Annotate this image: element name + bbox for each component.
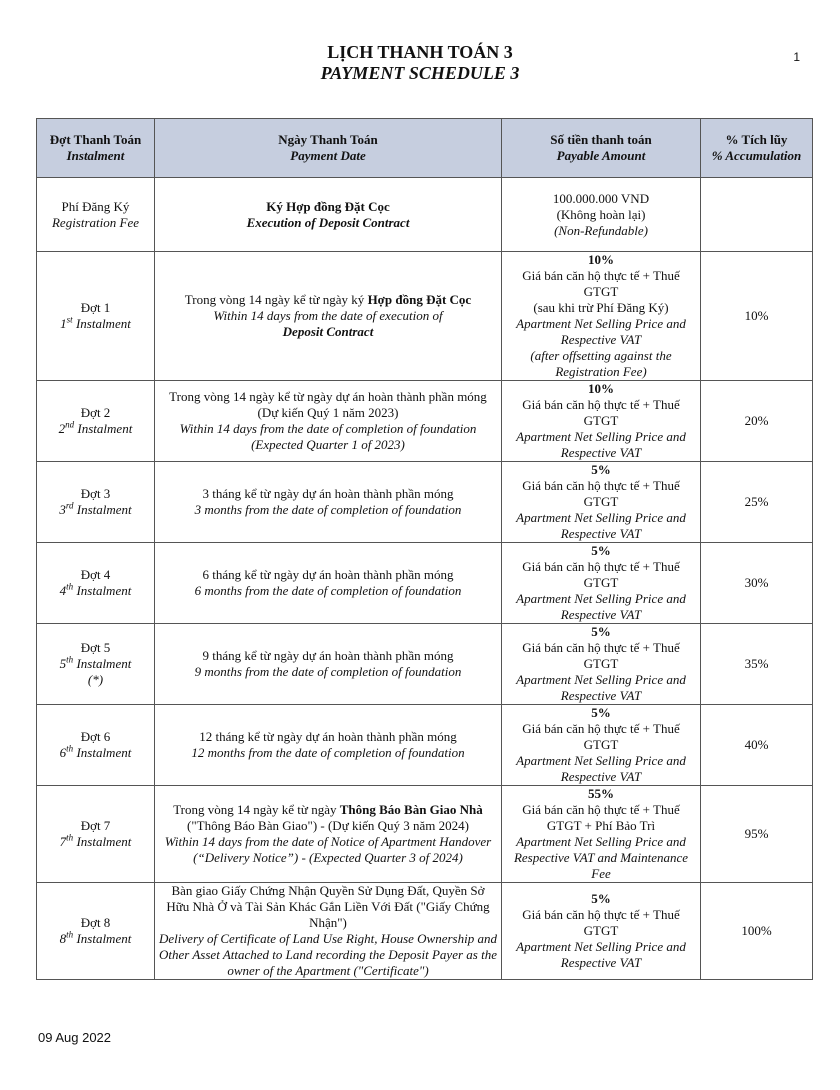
accumulation-cell: 30% — [701, 543, 813, 624]
amount-cell: 5% Giá bán căn hộ thực tế + Thuế GTGT Apartment Net Selling Price and Respective VAT — [502, 462, 701, 543]
payment-date-cell: 12 tháng kể từ ngày dự án hoàn thành phần móng 12 months from the date of completion of foundation — [155, 705, 502, 786]
table-row — [37, 381, 813, 462]
payment-date-cell: Ký Hợp đồng Đặt Cọc Execution of Deposit Contract — [155, 178, 502, 252]
amount-cell: 55% Giá bán căn hộ thực tế + Thuế GTGT + Phí Bảo Trì Apartment Net Selling Price and Respective VAT and Maintenance Fee — [502, 786, 701, 883]
payment-date-cell: Bàn giao Giấy Chứng Nhận Quyền Sử Dụng Đất, Quyền Sở Hữu Nhà Ở và Tài Sản Khác Gắn Liền Với Đất ("Giấy Chứng Nhận") Delivery of Certificate of Land Use Right, House Ownership and Other Asset Attached to Land recording the Deposit Payer as the owner of the Apartment ("Certificate") — [155, 883, 502, 980]
amount-cell: 5% Giá bán căn hộ thực tế + Thuế GTGT Apartment Net Selling Price and Respective VAT — [502, 543, 701, 624]
instalment-cell: Đợt 7 7th Instalment — [37, 786, 155, 883]
table-row — [37, 786, 813, 883]
table-header-row — [37, 119, 813, 178]
instalment-cell: Đợt 3 3rd Instalment — [37, 462, 155, 543]
table-row — [37, 178, 813, 252]
accumulation-cell — [701, 178, 813, 252]
payment-date-cell: Trong vòng 14 ngày kể từ ngày ký Hợp đồng Đặt Cọc Within 14 days from the date of execution of Deposit Contract — [155, 252, 502, 381]
title-vi: LỊCH THANH TOÁN 3 — [327, 42, 513, 62]
amount-cell: 100.000.000 VND (Không hoàn lại) (Non-Refundable) — [502, 178, 701, 252]
table-row — [37, 462, 813, 543]
table-row — [37, 252, 813, 381]
payment-date-cell: Trong vòng 14 ngày kể từ ngày dự án hoàn thành phần móng (Dự kiến Quý 1 năm 2023) Within 14 days from the date of completion of foundation (Expected Quarter 1 of 2023) — [155, 381, 502, 462]
instalment-cell: Đợt 1 1st Instalment — [37, 252, 155, 381]
amount-cell: 10% Giá bán căn hộ thực tế + Thuế GTGT (sau khi trừ Phí Đăng Ký) Apartment Net Selling Price and Respective VAT (after offsetting against the Registration Fee) — [502, 252, 701, 381]
payment-date-cell: Trong vòng 14 ngày kể từ ngày Thông Báo Bàn Giao Nhà ("Thông Báo Bàn Giao") - (Dự kiến Quý 3 năm 2024) Within 14 days from the date of Notice of Apartment Handover (“Delivery Notice”) - (Expected Quarter 3 of 2024) — [155, 786, 502, 883]
accumulation-cell: 25% — [701, 462, 813, 543]
accumulation-cell: 40% — [701, 705, 813, 786]
table-row — [37, 883, 813, 980]
instalment-cell: Phí Đăng Ký Registration Fee — [37, 178, 155, 252]
amount-cell: 10% Giá bán căn hộ thực tế + Thuế GTGT Apartment Net Selling Price and Respective VAT — [502, 381, 701, 462]
table-row — [37, 624, 813, 705]
table-row — [37, 705, 813, 786]
accumulation-cell: 35% — [701, 624, 813, 705]
page-title — [0, 42, 840, 84]
header-instalment: Đợt Thanh Toán Instalment — [37, 119, 155, 178]
accumulation-cell: 95% — [701, 786, 813, 883]
instalment-cell: Đợt 5 5th Instalment (*) — [37, 624, 155, 705]
instalment-cell: Đợt 8 8th Instalment — [37, 883, 155, 980]
payment-date-cell: 9 tháng kể từ ngày dự án hoàn thành phần móng 9 months from the date of completion of foundation — [155, 624, 502, 705]
header-accumulation: % Tích lũy % Accumulation — [701, 119, 813, 178]
accumulation-cell: 100% — [701, 883, 813, 980]
accumulation-cell: 10% — [701, 252, 813, 381]
title-en: PAYMENT SCHEDULE 3 — [320, 63, 520, 83]
payment-date-cell: 6 tháng kể từ ngày dự án hoàn thành phần móng 6 months from the date of completion of foundation — [155, 543, 502, 624]
amount-cell: 5% Giá bán căn hộ thực tế + Thuế GTGT Apartment Net Selling Price and Respective VAT — [502, 705, 701, 786]
instalment-cell: Đợt 4 4th Instalment — [37, 543, 155, 624]
table-row — [37, 543, 813, 624]
payment-schedule-table — [36, 118, 813, 980]
instalment-cell: Đợt 2 2nd Instalment — [37, 381, 155, 462]
instalment-cell: Đợt 6 6th Instalment — [37, 705, 155, 786]
header-payment-date: Ngày Thanh Toán Payment Date — [155, 119, 502, 178]
header-payable-amount: Số tiền thanh toán Payable Amount — [502, 119, 701, 178]
page-number: 1 — [793, 50, 800, 64]
accumulation-cell: 20% — [701, 381, 813, 462]
footer-date: 09 Aug 2022 — [38, 1030, 112, 1045]
amount-cell: 5% Giá bán căn hộ thực tế + Thuế GTGT Apartment Net Selling Price and Respective VAT — [502, 624, 701, 705]
amount-cell: 5% Giá bán căn hộ thực tế + Thuế GTGT Apartment Net Selling Price and Respective VAT — [502, 883, 701, 980]
payment-date-cell: 3 tháng kể từ ngày dự án hoàn thành phần móng 3 months from the date of completion of foundation — [155, 462, 502, 543]
